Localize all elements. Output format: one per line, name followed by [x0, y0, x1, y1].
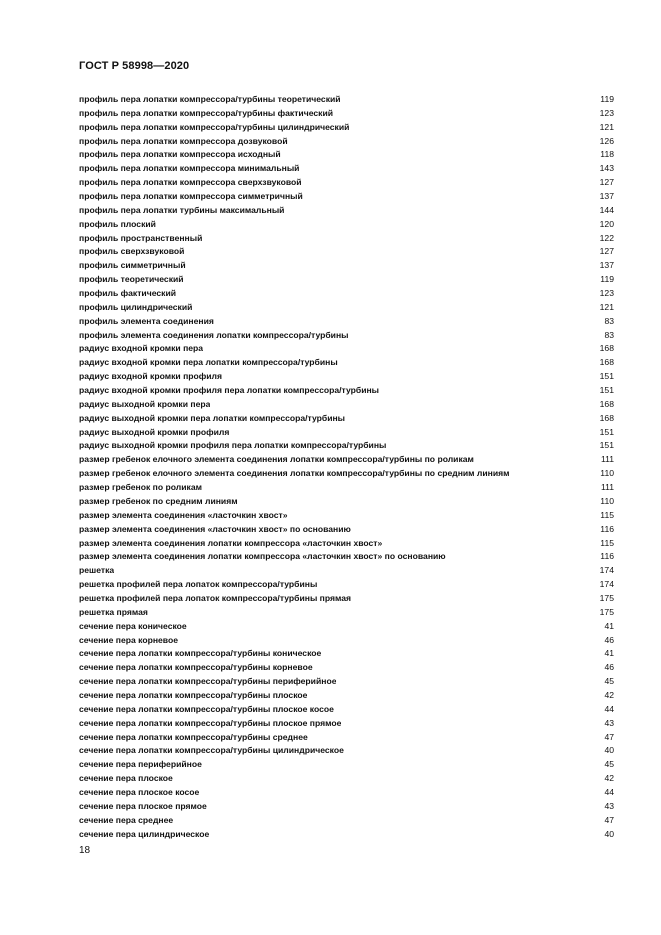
index-page-ref: 46 [604, 634, 614, 645]
index-term: профиль элемента соединения лопатки компрессора/турбины [79, 329, 349, 340]
index-page-ref: 151 [599, 426, 614, 437]
index-entry [79, 218, 614, 232]
index-page-ref: 123 [599, 288, 614, 299]
index-entry [79, 564, 614, 578]
index-entry [79, 523, 614, 537]
index-entry [79, 550, 614, 564]
index-term: профиль пера лопатки турбины максимальный [79, 204, 285, 215]
index-term: решетка профилей пера лопаток компрессора/турбины прямая [79, 592, 352, 603]
index-term: сечение пера лопатки компрессора/турбины плоское косое [79, 703, 334, 714]
index-entry [79, 661, 614, 675]
index-page-ref: 118 [600, 149, 614, 160]
index-page-ref: 151 [599, 371, 614, 382]
index-entry [79, 107, 614, 121]
index-term: профиль пера лопатки компрессора симметричный [79, 191, 303, 202]
index-page-ref: 123 [599, 107, 614, 118]
index-page-ref: 151 [599, 385, 614, 396]
index-page-ref: 151 [599, 440, 614, 451]
index-entry [79, 495, 614, 509]
index-entry [79, 329, 614, 343]
index-entry [79, 634, 614, 648]
index-term: профиль теоретический [79, 274, 184, 285]
index-term: решетка [79, 565, 115, 576]
index-term: радиус выходной кромки пера лопатки компрессора/турбины [79, 412, 346, 423]
index-entry [79, 135, 614, 149]
index-page-ref: 83 [604, 315, 614, 326]
index-entry [79, 176, 614, 190]
index-term: профиль фактический [79, 288, 177, 299]
index-term: сечение пера лопатки компрессора/турбины среднее [79, 731, 308, 742]
index-term: профиль пера лопатки компрессора/турбины цилиндрический [79, 121, 350, 132]
index-term: сечение пера лопатки компрессора/турбины коническое [79, 648, 322, 659]
index-term: профиль симметричный [79, 260, 186, 271]
index-entry [79, 731, 614, 745]
index-entry [79, 245, 614, 259]
index-entry [79, 744, 614, 758]
index-term: сечение пера лопатки компрессора/турбины цилиндрическое [79, 745, 344, 756]
index-page-ref: 144 [599, 204, 614, 215]
index-entry [79, 509, 614, 523]
index-page-ref: 168 [599, 412, 614, 423]
index-term: сечение пера периферийное [79, 759, 202, 770]
index-term: сечение пера лопатки компрессора/турбины плоское прямое [79, 717, 342, 728]
index-page-ref: 115 [600, 537, 614, 548]
index-term: размер элемента соединения лопатки компрессора «ласточкин хвост» [79, 537, 383, 548]
index-page-ref: 44 [604, 786, 614, 797]
index-entry [79, 273, 614, 287]
index-page-ref: 175 [599, 606, 614, 617]
index-term: профиль пера лопатки компрессора дозвуковой [79, 135, 288, 146]
index-term: радиус выходной кромки профиля [79, 426, 230, 437]
index-term: размер элемента соединения «ласточкин хвост» по основанию [79, 523, 351, 534]
index-page-ref: 137 [599, 191, 614, 202]
index-entry [79, 703, 614, 717]
index-page-ref: 168 [599, 343, 614, 354]
index-page-ref: 168 [599, 357, 614, 368]
index-page-ref: 175 [599, 592, 614, 603]
index-page-ref: 137 [599, 260, 614, 271]
index-term: профиль пера лопатки компрессора минимальный [79, 163, 300, 174]
index-term: сечение пера плоское [79, 773, 173, 784]
index-term: сечение пера плоское прямое [79, 800, 207, 811]
index-term: профиль пера лопатки компрессора/турбины фактический [79, 107, 334, 118]
index-term: сечение пера среднее [79, 814, 174, 825]
index-entry [79, 647, 614, 661]
index-entry [79, 384, 614, 398]
index-term: профиль пространственный [79, 232, 203, 243]
index-entry [79, 467, 614, 481]
index-term: радиус входной кромки пера [79, 343, 204, 354]
index-entry [79, 800, 614, 814]
index-page-ref: 41 [604, 620, 614, 631]
index-entry [79, 315, 614, 329]
index-page-ref: 111 [600, 482, 614, 493]
index-page-ref: 46 [604, 662, 614, 673]
index-entry [79, 162, 614, 176]
index-page-ref: 44 [604, 703, 614, 714]
index-term: размер гребенок по средним линиям [79, 495, 238, 506]
index-page-ref: 42 [604, 773, 614, 784]
index-entry [79, 190, 614, 204]
index-term: сечение пера плоское косое [79, 786, 200, 797]
page-number: 18 [79, 845, 91, 856]
index-entry [79, 412, 614, 426]
index-page-ref: 42 [604, 689, 614, 700]
index-term: решетка профилей пера лопаток компрессора/турбины [79, 579, 318, 590]
index-term: размер гребенок елочного элемента соединения лопатки компрессора/турбины по средним линиям [79, 468, 510, 479]
index-page-ref: 121 [599, 301, 614, 312]
index-term: профиль пера лопатки компрессора сверхзвуковой [79, 177, 302, 188]
index-page-ref: 110 [600, 468, 614, 479]
index-page-ref: 43 [604, 717, 614, 728]
index-term: радиус выходной кромки пера [79, 398, 211, 409]
index-term: профиль сверхзвуковой [79, 246, 185, 257]
index-page-ref: 41 [604, 648, 614, 659]
index-page-ref: 47 [604, 814, 614, 825]
index-term: радиус входной кромки профиля пера лопатки компрессора/турбины [79, 385, 380, 396]
index-entry [79, 370, 614, 384]
index-entry [79, 439, 614, 453]
index-page-ref: 168 [599, 398, 614, 409]
index-entry [79, 301, 614, 315]
index-page-ref: 174 [599, 565, 614, 576]
index-entry [79, 453, 614, 467]
index-entry [79, 828, 614, 842]
index-page-ref: 111 [600, 454, 614, 465]
index-page-ref: 45 [604, 676, 614, 687]
index-term: размер гребенок елочного элемента соединения лопатки компрессора/турбины по роликам [79, 454, 474, 465]
index-page-ref: 43 [604, 800, 614, 811]
index-entry [79, 717, 614, 731]
index-entry [79, 814, 614, 828]
index-page-ref: 116 [600, 551, 614, 562]
index-entry [79, 287, 614, 301]
index-term: размер элемента соединения «ласточкин хвост» [79, 509, 288, 520]
index-entry [79, 786, 614, 800]
index-page-ref: 119 [600, 274, 614, 285]
index-term: профиль плоский [79, 218, 156, 229]
index-term: профиль элемента соединения [79, 315, 214, 326]
index-page-ref: 119 [600, 94, 614, 104]
index-entry [79, 148, 614, 162]
index-entry [79, 481, 614, 495]
index-page-ref: 143 [599, 163, 614, 174]
index-entry [79, 578, 614, 592]
index-entry [79, 398, 614, 412]
index-entry [79, 356, 614, 370]
index-entry [79, 620, 614, 634]
alphabetical-index [79, 93, 614, 841]
index-page-ref: 120 [599, 218, 614, 229]
index-page-ref: 45 [604, 759, 614, 770]
index-entry [79, 232, 614, 246]
index-page-ref: 115 [600, 509, 614, 520]
index-entry [79, 121, 614, 135]
document-header: ГОСТ Р 58998—2020 [79, 60, 190, 72]
index-entry [79, 93, 614, 107]
index-entry [79, 606, 614, 620]
index-term: радиус входной кромки профиля [79, 371, 223, 382]
index-page-ref: 40 [604, 828, 614, 839]
index-entry [79, 426, 614, 440]
index-term: профиль пера лопатки компрессора исходный [79, 149, 281, 160]
index-entry [79, 758, 614, 772]
index-term: решетка прямая [79, 606, 148, 617]
index-entry [79, 689, 614, 703]
index-term: профиль пера лопатки компрессора/турбины теоретический [79, 94, 341, 104]
index-term: радиус входной кромки пера лопатки компрессора/турбины [79, 357, 338, 368]
index-term: сечение пера корневое [79, 634, 178, 645]
index-page-ref: 110 [600, 495, 614, 506]
index-term: сечение пера лопатки компрессора/турбины корневое [79, 662, 313, 673]
index-page-ref: 127 [599, 246, 614, 257]
index-term: сечение пера коническое [79, 620, 187, 631]
index-entry [79, 592, 614, 606]
index-entry [79, 675, 614, 689]
index-page-ref: 174 [599, 579, 614, 590]
index-page-ref: 127 [599, 177, 614, 188]
index-entry [79, 342, 614, 356]
index-page-ref: 121 [599, 121, 614, 132]
index-term: сечение пера цилиндрическое [79, 828, 210, 839]
index-entry [79, 204, 614, 218]
index-term: сечение пера лопатки компрессора/турбины периферийное [79, 676, 337, 687]
index-entry [79, 772, 614, 786]
index-page-ref: 40 [604, 745, 614, 756]
index-page-ref: 116 [600, 523, 614, 534]
index-term: размер элемента соединения лопатки компрессора «ласточкин хвост» по основанию [79, 551, 446, 562]
index-entry [79, 537, 614, 551]
index-entry [79, 259, 614, 273]
index-page-ref: 83 [604, 329, 614, 340]
index-term: профиль цилиндрический [79, 301, 193, 312]
index-page-ref: 47 [604, 731, 614, 742]
index-page-ref: 122 [599, 232, 614, 243]
index-term: размер гребенок по роликам [79, 482, 202, 493]
index-page-ref: 126 [599, 135, 614, 146]
index-term: радиус выходной кромки профиля пера лопатки компрессора/турбины [79, 440, 387, 451]
index-term: сечение пера лопатки компрессора/турбины плоское [79, 689, 308, 700]
